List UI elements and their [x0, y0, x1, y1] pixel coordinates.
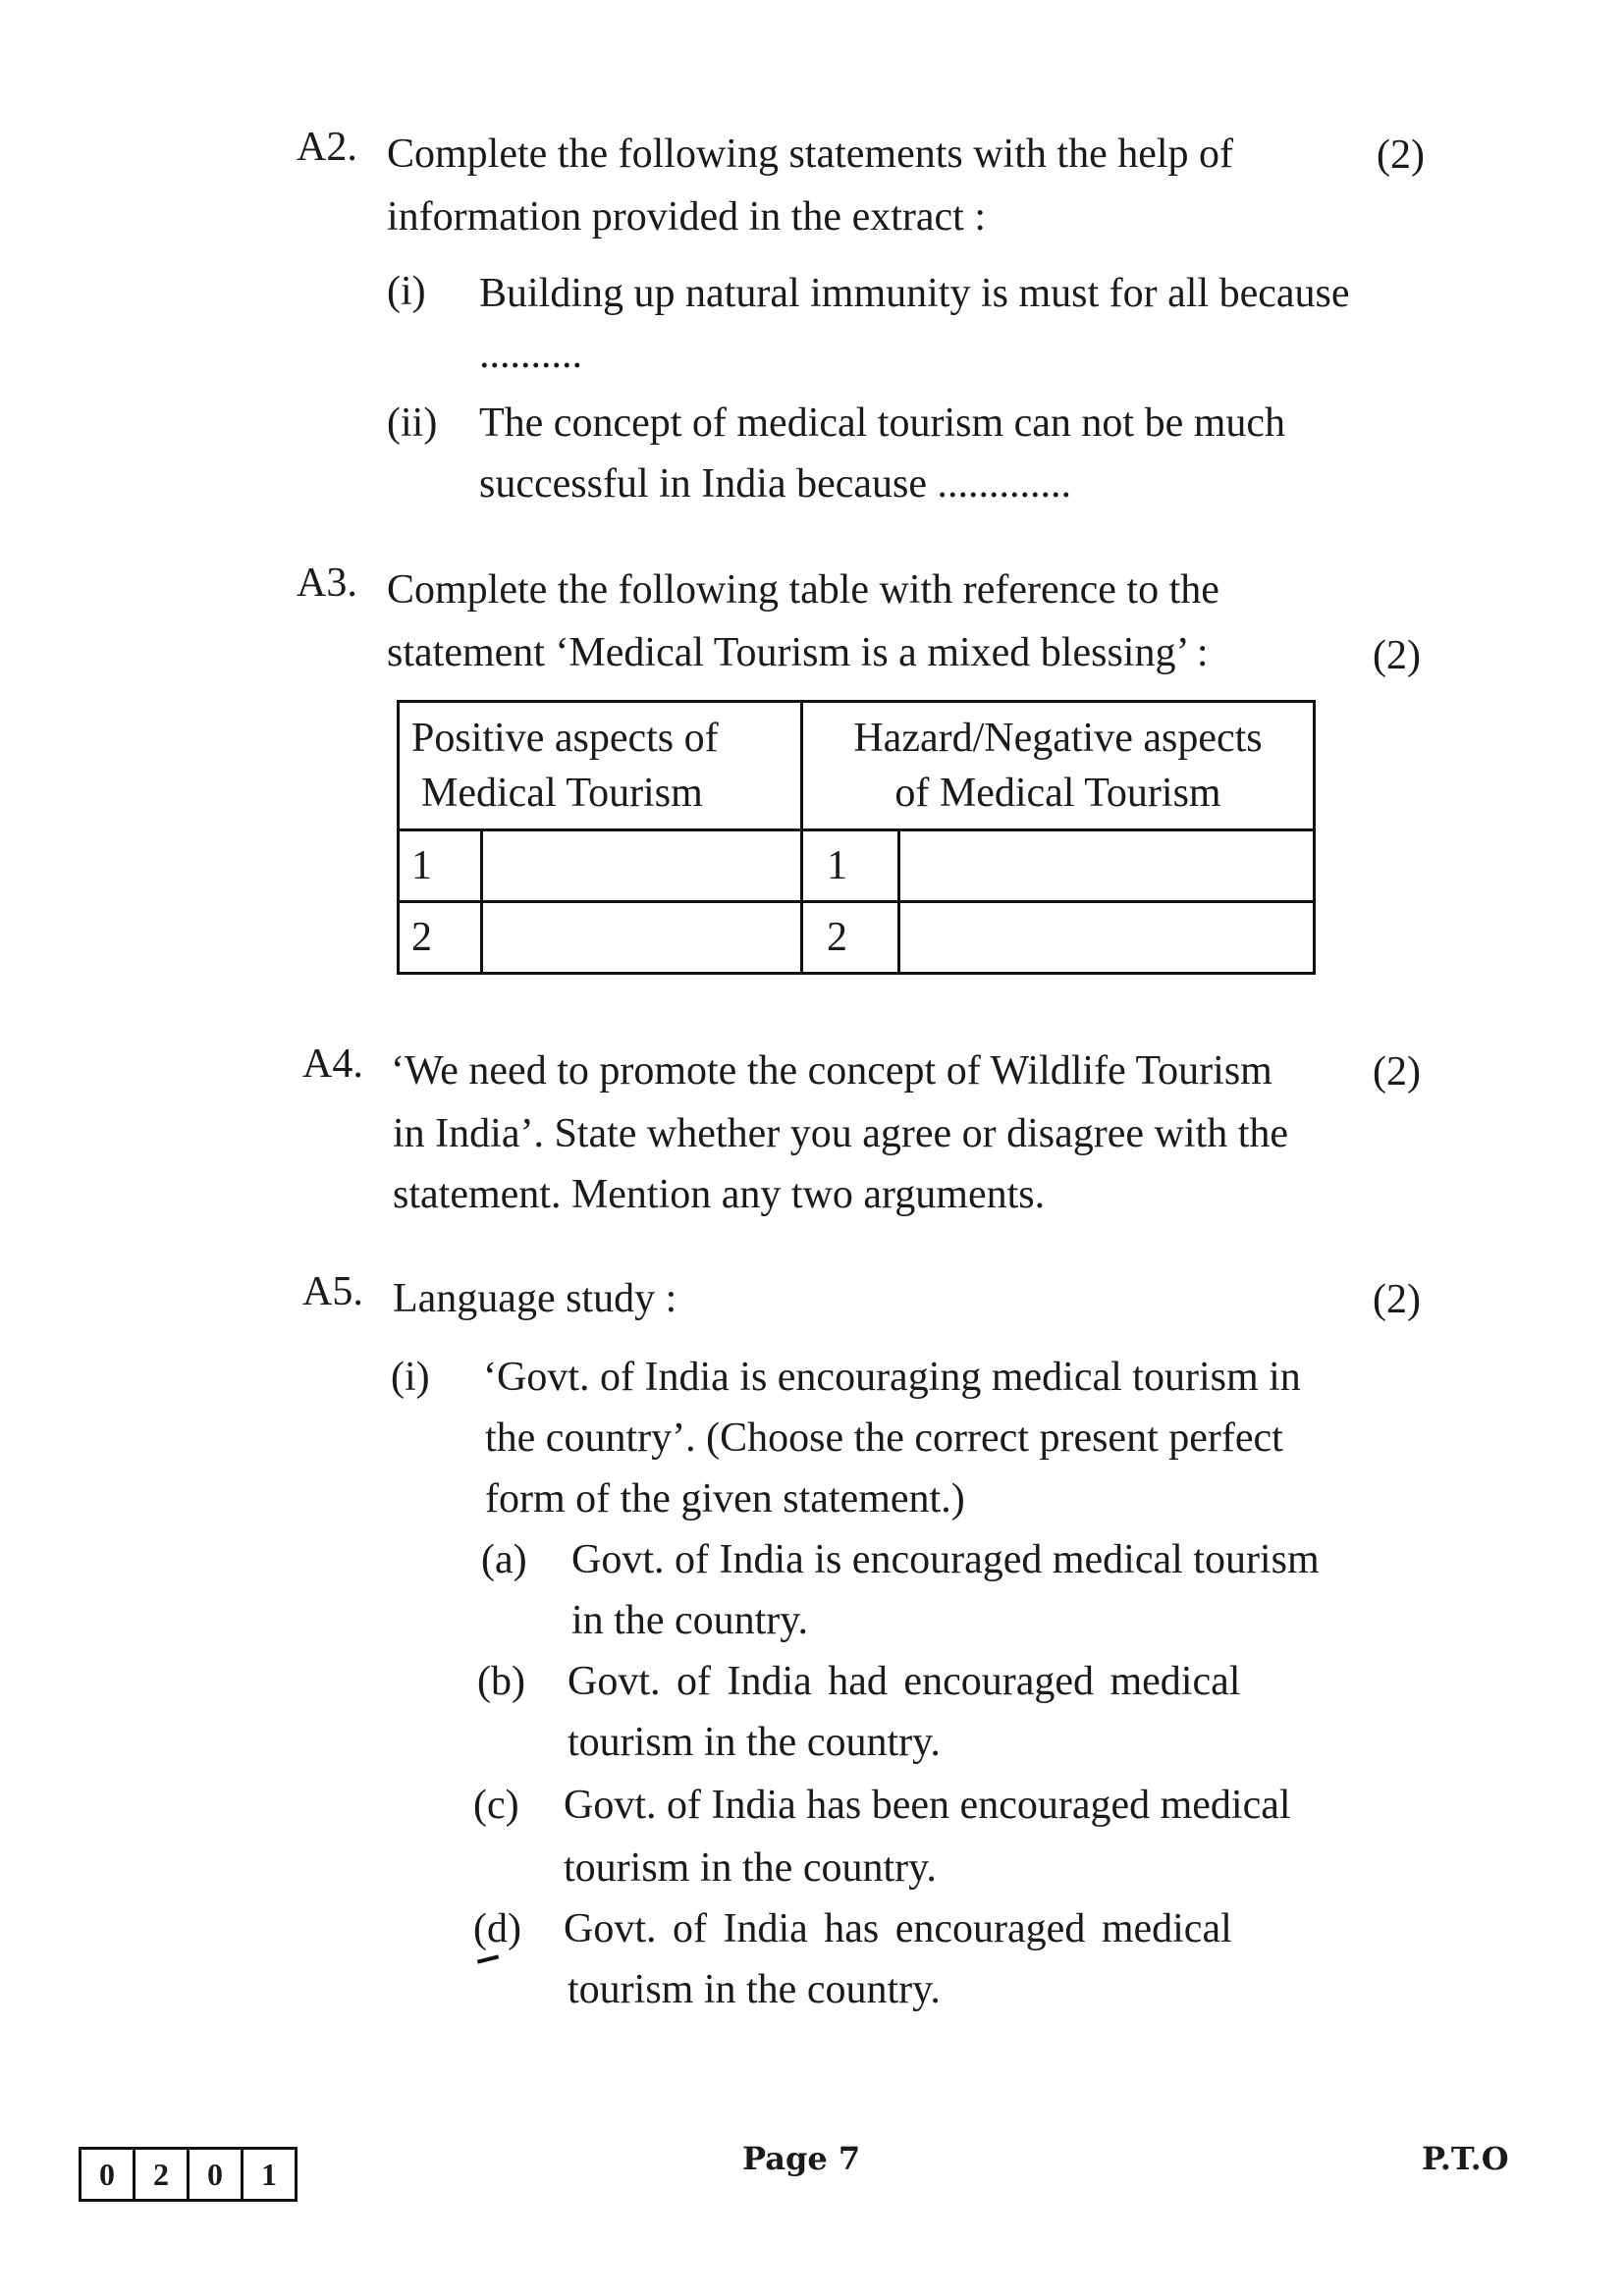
marks-a5: (2) [1373, 1277, 1421, 1322]
a2-item-i-line1: Building up natural immunity is must for all because [479, 271, 1350, 316]
positive-answer-cell[interactable] [482, 902, 802, 974]
option-c-line1: Govt. of India has been encouraged medical [564, 1783, 1291, 1828]
negative-row-number: 2 [802, 902, 899, 974]
question-number-a4: A4. [302, 1041, 363, 1087]
question-number-a2: A2. [297, 125, 357, 170]
positive-aspects-header [399, 702, 802, 830]
positive-row-number: 1 [399, 830, 482, 902]
question-number-a3: A3. [297, 561, 357, 606]
option-d-line1: Govt. of India has encouraged medical [564, 1906, 1232, 1951]
aspects-table [397, 700, 1316, 975]
marks-a4: (2) [1373, 1049, 1421, 1095]
negative-aspects-header [802, 702, 1315, 830]
option-d-label: (d) [473, 1906, 521, 1951]
marks-a2: (2) [1377, 133, 1425, 178]
option-b-line1: Govt. of India had encouraged medical [568, 1659, 1241, 1704]
pto-label: P.T.O [1422, 2140, 1509, 2177]
negative-row-number: 1 [802, 830, 899, 902]
option-c-line2: tourism in the country. [564, 1845, 937, 1891]
question-a3-text-line1: Complete the following table with reference to the [387, 567, 1219, 613]
a2-item-ii-label: (ii) [387, 400, 438, 446]
paper-code-digit: 0 [81, 2150, 135, 2199]
option-b-line2: tourism in the country. [568, 1720, 941, 1765]
a2-item-ii-line1: The concept of medical tourism can not be much [479, 400, 1286, 446]
a2-item-i-label: (i) [387, 269, 426, 314]
option-d-line2: tourism in the country. [568, 1967, 941, 2012]
a5-item-i-label: (i) [391, 1355, 430, 1400]
question-a2-text-line1: Complete the following statements with the help of [387, 132, 1234, 177]
paper-code-digit: 2 [135, 2150, 189, 2199]
question-a2-text-line2: information provided in the extract : [387, 194, 986, 240]
paper-code-digit: 1 [261, 2156, 277, 2192]
table-row [399, 902, 1315, 974]
marks-a3: (2) [1373, 633, 1421, 678]
page-number: Page 7 [742, 2140, 861, 2177]
paper-code-boxes [79, 2147, 298, 2202]
negative-answer-cell[interactable] [899, 830, 1315, 902]
a5-item-i-line2: the country’. (Choose the correct present perfect [485, 1415, 1283, 1461]
question-a5-title: Language study : [393, 1276, 677, 1321]
a5-item-i-line1: ‘Govt. of India is encouraging medical tourism in [483, 1355, 1301, 1400]
option-a-line1: Govt. of India is encouraged medical tourism [571, 1537, 1320, 1582]
option-a-line2: in the country. [571, 1598, 809, 1643]
question-a3-text-line2: statement ‘Medical Tourism is a mixed blessing’ : [387, 630, 1209, 675]
paper-code-digit: 0 [189, 2150, 244, 2199]
positive-answer-cell[interactable] [482, 830, 802, 902]
question-a4-text-line1: ‘We need to promote the concept of Wildlife Tourism [391, 1048, 1272, 1094]
negative-header-line1: Hazard/Negative aspects [853, 716, 1263, 761]
negative-answer-cell[interactable] [899, 902, 1315, 974]
a2-item-i-line2: .......... [479, 332, 582, 377]
table-row [399, 830, 1315, 902]
option-a-label: (a) [481, 1537, 527, 1582]
a2-item-ii-line2: successful in India because ............. [479, 461, 1071, 507]
positive-row-number: 2 [399, 902, 482, 974]
negative-header-line2: of Medical Tourism [894, 771, 1221, 816]
question-a4-text-line3: statement. Mention any two arguments. [393, 1172, 1046, 1217]
option-c-label: (c) [473, 1783, 519, 1828]
positive-header-line2: Medical Tourism [421, 771, 703, 816]
option-b-label: (b) [477, 1659, 525, 1704]
question-number-a5: A5. [302, 1269, 363, 1314]
a5-item-i-line3: form of the given statement.) [485, 1476, 965, 1522]
positive-header-line1: Positive aspects of [411, 716, 719, 761]
question-a4-text-line2: in India’. State whether you agree or disagree with the [393, 1111, 1289, 1156]
